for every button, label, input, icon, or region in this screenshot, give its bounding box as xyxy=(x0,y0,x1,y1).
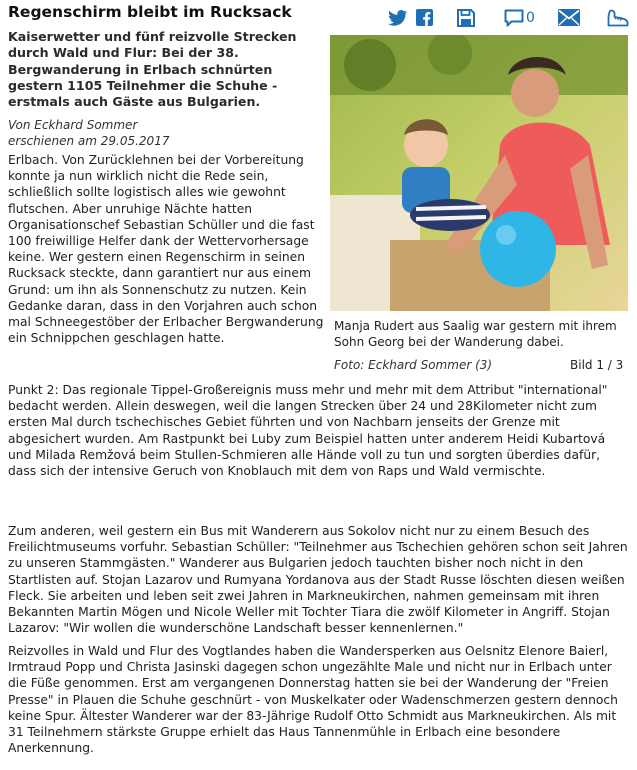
photo-caption: Manja Rudert aus Saalig war gestern mit ihrem Sohn Georg bei der Wanderung dabei. xyxy=(334,319,617,350)
comment-icon[interactable] xyxy=(504,9,524,27)
photo-credit: Foto: Eckhard Sommer (3) xyxy=(334,358,493,372)
photo-image xyxy=(330,35,628,311)
paragraph: Zum anderen, weil gestern ein Bus mit Wanderern aus Sokolov nicht nur zu einem Besuch des Freilichtmuseums vorfuhr. Sebastian Schüller: "Teilnehmer aus Tschechien gehören schon seit Jahren zu unseren Stammgästen." Wanderer aus Bulgarien jedoch tauchten bisher noch nicht in den Startlisten auf. Stojan Lazarov und Rumyana Yordanova aus der Stadt Russe löschten diesen weißen Fleck. Sie arbeiten und leben seit zwei Jahren in Markneukirchen, nahmen gemeinsam mit ihren Bekannten Martin Mögen und Nicole Weller mit Tochter Tiara die zwölf Kilometer in Angriff. Stojan Lazarov: "Wir wollen die wunderschöne Landschaft besser kennenlernen." xyxy=(8,524,628,636)
article-title: Regenschirm bleibt im Rucksack xyxy=(8,3,292,21)
share-toolbar xyxy=(388,9,632,29)
article-body-column xyxy=(8,152,326,346)
article-body-wide xyxy=(8,523,630,636)
comment-count[interactable]: 0 xyxy=(526,10,535,26)
author: Von Eckhard Sommer xyxy=(8,118,138,132)
paragraph: Reizvolles in Wald und Flur des Vogtlandes haben die Wandersperken aus Oelsnitz Elenore Baierl, Irmtraud Popp und Christa Jasinski dagegen schon ungezählte Male und nicht nur in Erlbach unter die Füße genommen. Erst am vergangenen Donnerstag hatten sie bei der Wanderung der "Freien Presse" in Plauen die Schuhe geschnürt - von Muskelkater oder Wadenschmerzen gestern dennoch keine Spur. Ältester Wanderer war der 83-Jährige Rudolf Otto Schmidt aus Markneukirchen. Als mit 31 Teilnehmern stärkste Gruppe erhielt das Haus Tannenmühle in Erlbach eine besondere Anerkennung. xyxy=(8,644,618,756)
facebook-icon[interactable] xyxy=(416,9,433,26)
shoe-icon[interactable] xyxy=(607,9,629,27)
save-icon[interactable] xyxy=(457,9,475,27)
publish-date: erschienen am 29.05.2017 xyxy=(8,133,170,148)
paragraph: Erlbach. Von Zurücklehnen bei der Vorbereitung konnte ja nun wirklich nicht die Rede sein, schließlich sollte logistisch alles wie gewohnt flutschen. Aber unruhige Nächte hatten Organisationschef Sebastian Schüller und die fast 100 freiwillige Helfer dank der Wettervorhersage keine. Wer gestern einen Regenschirm in seinen Rucksack steckte, dann garantiert nur aus einem Grund: um ihn als Sonnenschutz zu nutzen. Kein Gedanke daran, dass in den Vorjahren auch schon mal Schneegestöber der Erlbacher Bergwanderung ein Schnippchen geschlagen hatte. xyxy=(8,153,324,346)
article-body-wide xyxy=(8,382,630,479)
byline xyxy=(8,118,169,149)
twitter-icon[interactable] xyxy=(388,9,408,27)
article-body-wide xyxy=(8,643,630,756)
mail-icon[interactable] xyxy=(558,9,580,26)
article-photo[interactable] xyxy=(330,35,628,311)
photo-pager[interactable]: Bild 1 / 3 xyxy=(570,358,624,372)
article-lead: Kaiserwetter und fünf reizvolle Strecken durch Wald und Flur: Bei der 38. Bergwanderung in Erlbach schnürten gestern 1105 Teilnehmer die Schuhe - erstmals auch Gäste aus Bulgarien. xyxy=(8,29,297,110)
paragraph: Punkt 2: Das regionale Tippel-Großereignis muss mehr und mehr mit dem Attribut "international" bedacht werden. Allein deswegen, weil die langen Strecken über 24 und 28Kilometer nicht zum ersten Mal durch tschechisches Gebiet führten und von Nachbarn jenseits der Grenze mit abgesichert wurden. Am Rastpunkt bei Luby zum Beispiel hatten unter anderem Heidi Kubartová und Milada Remžová beim Stullen-Schmieren alle Hände voll zu tun und sorgten überdies dafür, dass sich der intensive Geruch von Knoblauch mit dem von Raps und Wald vermischte. xyxy=(8,383,608,479)
